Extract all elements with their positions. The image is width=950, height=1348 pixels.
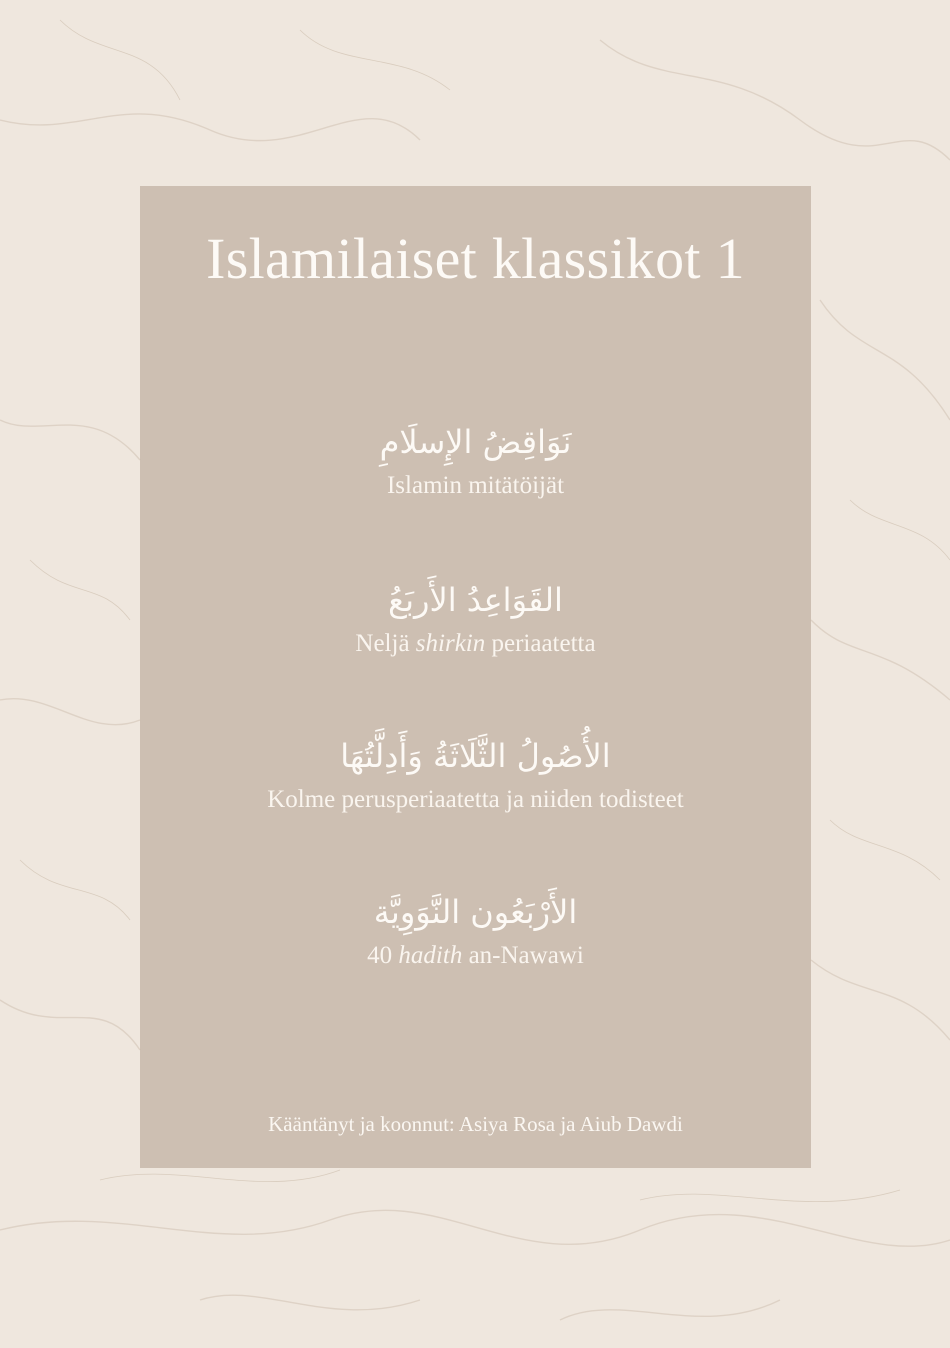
finnish-subtitle	[140, 940, 811, 972]
subtitle-text: 40	[367, 942, 399, 969]
arabic-title: نَوَاقِضُ الإِسلَامِ	[379, 423, 572, 461]
finnish-subtitle	[140, 628, 811, 660]
subtitle-text: Kolme perusperiaatetta ja niiden todisteet	[267, 786, 684, 813]
arabic-title: الأُصُولُ الثَّلَاثَةُ وَأَدِلَّتُهَا	[340, 737, 611, 775]
subtitle-text-after: periaatetta	[485, 630, 596, 657]
subtitle-italic: shirkin	[415, 630, 486, 657]
work-item	[140, 888, 811, 972]
subtitle-text-after: an-Nawawi	[462, 942, 584, 969]
arabic-title: الأَرْبَعُون النَّوَوِيَّة	[373, 893, 578, 931]
subtitle-italic: hadith	[398, 942, 463, 969]
subtitle-text: Islamin mitätöijät	[386, 472, 565, 499]
work-item	[140, 732, 811, 816]
translator-credit: Kääntänyt ja koonnut: Asiya Rosa ja Aiub Dawdi	[268, 1112, 683, 1136]
finnish-subtitle	[140, 784, 811, 816]
book-title: Islamilaiset klassikot 1	[206, 226, 745, 291]
subtitle-text: Neljä	[355, 630, 416, 657]
work-item	[140, 576, 811, 660]
cover-panel	[140, 186, 811, 1168]
finnish-subtitle	[140, 470, 811, 502]
arabic-title: القَوَاعِدُ الأَربَعُ	[388, 581, 563, 619]
work-item	[140, 418, 811, 502]
